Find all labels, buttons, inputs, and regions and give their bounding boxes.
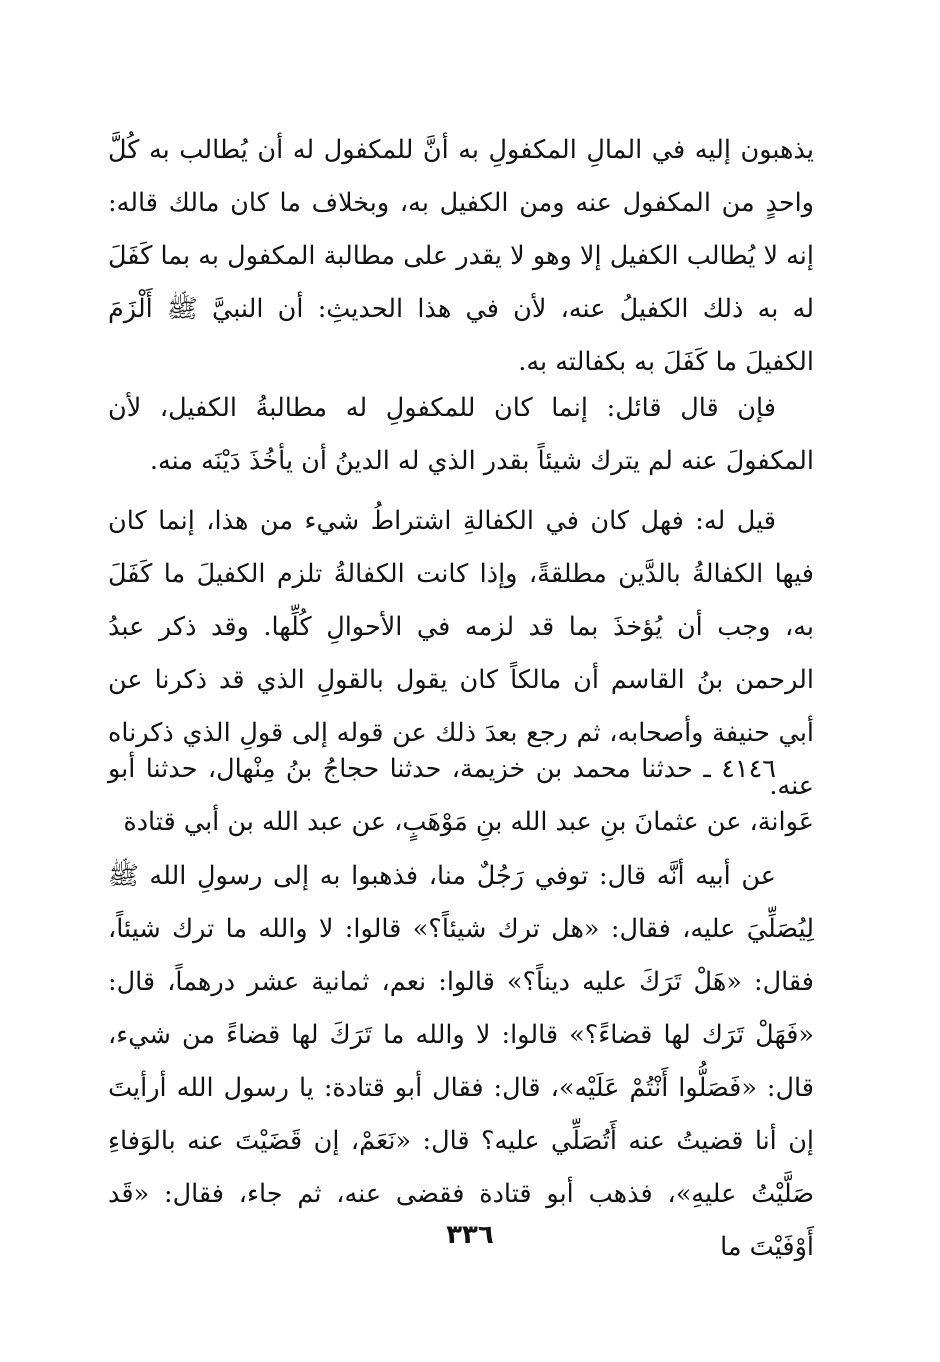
hadith-matn: عن أبيه أنَّه قال: توفي رَجُلٌ منا، فذهبوا به إلى رسولِ الله ﷺ لِيُصَلِّيَ عليه، فقال: «هل ترك شيئاً؟» قالوا: لا والله ما ترك شيئاً، فقال: «هَلْ تَرَكَ عليه ديناً؟» قالوا: نعم، ثمانية عشر درهماً، قال: «فَهَلْ تَرَك لها قضاءً؟» قالوا: لا والله ما تَرَكَ لها قضاءً من شيء، قال: «فَصَلُّوا أَنْتُمْ عَلَيْه»، قال: فقال أبو قتادة: يا رسول الله أرأيتَ إن أنا قضيتُ عنه أَتُصَلِّي عليه؟ قال: «نَعَمْ، إن قَضَيْتَ عنه بالوَفاءِ صَلَّيْتُ عليهِ»، فذهب أبو قتادة فقضى عنه، ثم جاء، فقال: «قَد أَوْفَيْتَ ما (108, 861, 814, 1262)
page-number: ٣٣٦ (446, 1220, 494, 1250)
paragraph-1: يذهبون إليه في المالِ المكفولِ به أنَّ للمكفول له أن يُطالب به كُلَّ واحدٍ من المكفول عنه ومن الكفيل به، وبخلاف ما كان مالك قاله: إنه لا يُطالب الكفيل إلا وهو لا يقدر على مطالبة المكفول به بما كَفَلَ له به ذلك الكفيلُ عنه، لأن في هذا الحديثِ: أن النبيَّ ﷺ أَلْزَمَ الكفيلَ ما كَفَلَ به بكفالته به. (108, 135, 814, 377)
hadith-isnad: ٤١٤٦ ـ حدثنا محمد بن خزيمة، حدثنا حجاجُ بنُ مِنْهال، حدثنا أبو عَوانة، عن عثمانَ بنِ عبد الله بنِ مَوْهَبٍ، عن عبد الله بن أبي قتادة (108, 754, 814, 837)
paragraph-2: فإن قال قائل: إنما كان للمكفولِ له مطالبةُ الكفيل، لأن المكفولَ عنه لم يترك شيئاً بقدر الذي له الدينُ أن يأخُذَ دَيْنَه منه. (108, 393, 814, 476)
paragraph-3: قيل له: فهل كان في الكفالةِ اشتراطُ شيء من هذا، إنما كان فيها الكفالةُ بالدَّين مطلقةً، وإذا كانت الكفالةُ تلزم الكفيلَ ما كَفَلَ به، وجب أن يُؤخذَ بما قد لزمه في الأحوالِ كُلِّها. وقد ذكر عبدُ الرحمن بنُ القاسم أن مالكاً كان يقول بالقولِ الذي قد ذكرنا عن أبي حنيفة وأصحابه، ثم رجع بعدَ ذلك عن قوله إلى قولِ الذي ذكرناه عنه. (108, 506, 814, 801)
